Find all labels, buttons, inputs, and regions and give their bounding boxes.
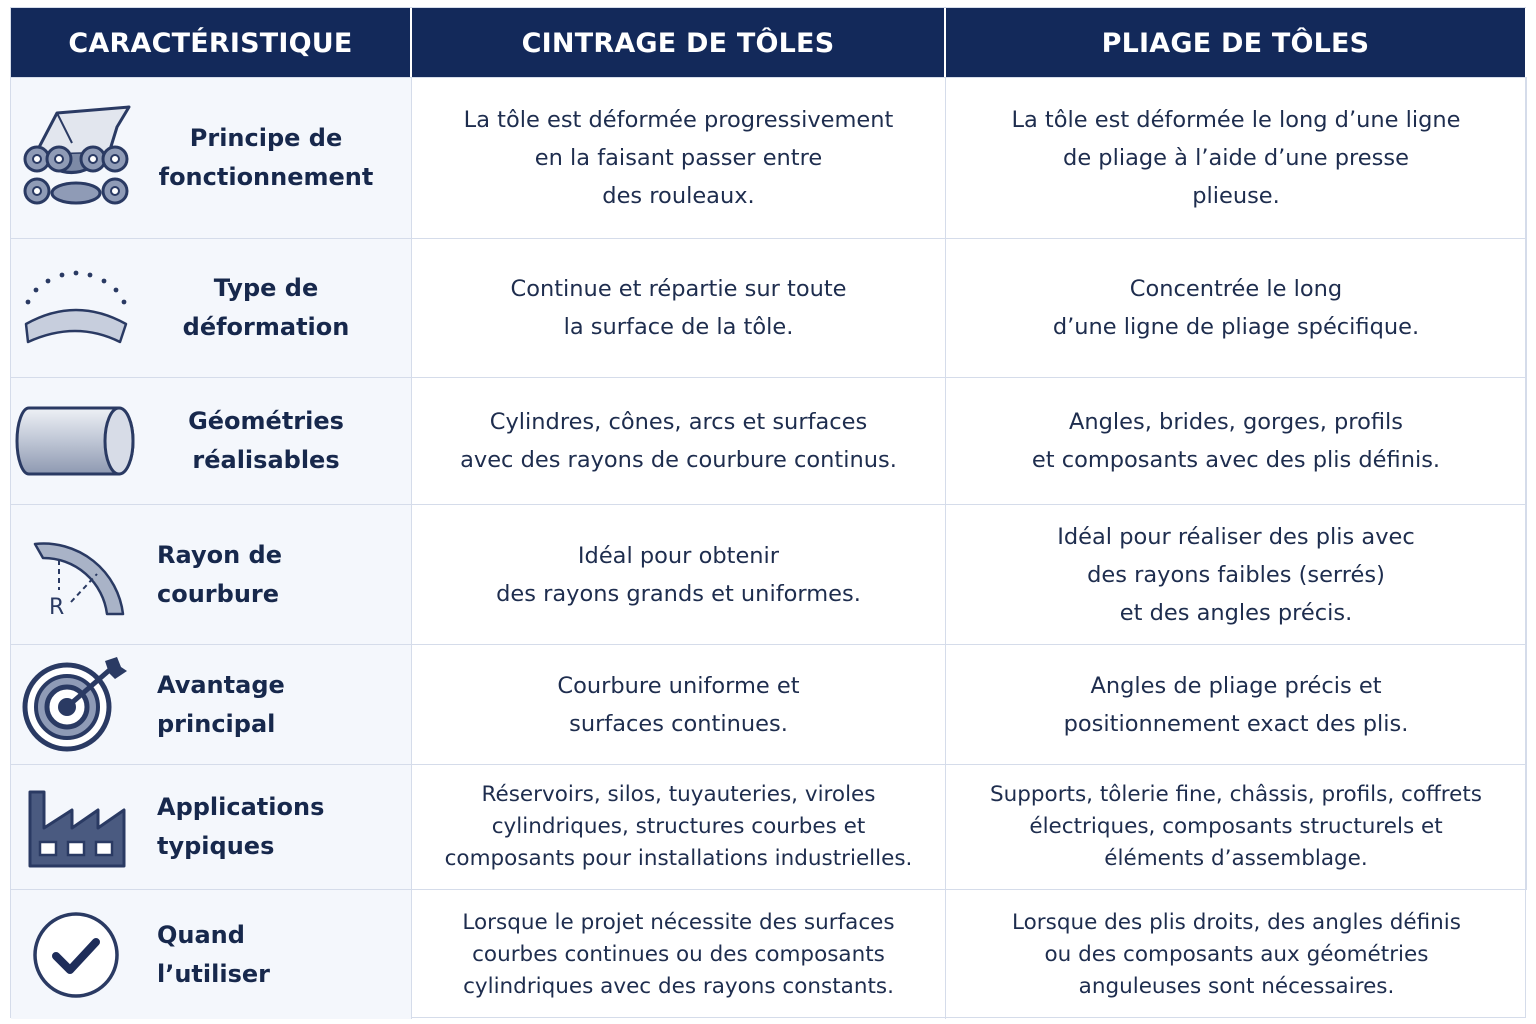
pliage-text: Concentrée le long d’une ligne de pliage spécifique. [1052, 276, 1420, 340]
cintrage-text: Courbure uniforme et surfaces continues. [557, 672, 800, 737]
cintrage-cell [412, 644, 946, 764]
radius-icon [11, 505, 141, 644]
header-cintrage: CINTRAGE DE TÔLES [412, 8, 946, 77]
cintrage-text: Cylindres, cônes, arcs et surfaces avec des rayons de courbure continus. [460, 409, 897, 473]
pliage-cell [946, 764, 1527, 889]
cintrage-cell [412, 238, 946, 377]
feature-label: Applications typiques [157, 793, 325, 860]
cintrage-text: Lorsque le projet nécessite des surfaces courbes continues ou des composants cylindriques avec des rayons constants. [462, 909, 895, 999]
cintrage-text: Idéal pour obtenir des rayons grands et uniformes. [496, 542, 861, 607]
cylinder-icon [11, 378, 141, 504]
cintrage-text: La tôle est déformée progressivement en la faisant passer entre des rouleaux. [463, 107, 894, 209]
header-pliage: PLIAGE DE TÔLES [946, 8, 1527, 77]
comparison-table [10, 7, 1526, 1018]
radius-label: R [49, 594, 65, 620]
header-caracteristique: CARACTÉRISTIQUE [11, 8, 412, 77]
feature-label: Type de déformation [182, 274, 350, 341]
pliage-text: Lorsque des plis droits, des angles définis ou des composants aux géométries anguleuses sont nécessaires. [1012, 909, 1461, 999]
pliage-cell [946, 644, 1527, 764]
cintrage-text: Continue et répartie sur toute la surface de la tôle. [510, 276, 847, 340]
pliage-cell [946, 377, 1527, 504]
pliage-cell [946, 238, 1527, 377]
feature-label: Quand l’utiliser [157, 920, 270, 988]
feature-cell-deformation [11, 238, 412, 377]
feature-cell-applications [11, 764, 412, 889]
pliage-text: Idéal pour réaliser des plis avec des rayons faibles (serrés) et des angles précis. [1057, 523, 1415, 626]
feature-label: Avantage principal [157, 670, 285, 738]
cintrage-cell [412, 504, 946, 644]
curved-plate-icon [11, 239, 141, 377]
cintrage-text: Réservoirs, silos, tuyauteries, viroles cylindriques, structures courbes et composants pour installations industrielles. [444, 782, 913, 871]
cintrage-cell [412, 377, 946, 504]
pliage-cell [946, 504, 1527, 644]
pliage-text: Angles de pliage précis et positionnement exact des plis. [1063, 672, 1409, 737]
cintrage-cell [412, 764, 946, 889]
pliage-text: La tôle est déformée le long d’une ligne de pliage à l’aide d’une presse plieuse. [1011, 107, 1461, 209]
pliage-cell [946, 77, 1527, 238]
cintrage-cell [412, 889, 946, 1019]
cintrage-cell [412, 77, 946, 238]
pliage-text: Supports, tôlerie fine, châssis, profils, coffrets électriques, composants structurels et éléments d’assemblage. [989, 782, 1483, 871]
checkmark-icon [11, 890, 141, 1019]
pliage-cell [946, 889, 1527, 1019]
feature-label: Géométries réalisables [188, 407, 344, 474]
pliage-text: Angles, brides, gorges, profils et composants avec des plis définis. [1031, 409, 1441, 473]
feature-cell-quand [11, 889, 412, 1019]
feature-cell-principe [11, 77, 412, 238]
feature-label: Rayon de courbure [157, 540, 282, 608]
feature-cell-rayon [11, 504, 412, 644]
feature-cell-avantage [11, 644, 412, 764]
feature-cell-geometries [11, 377, 412, 504]
factory-icon [11, 765, 141, 889]
target-icon [11, 645, 141, 764]
feature-label: Principe de fonctionnement [158, 124, 374, 191]
rollers-icon [11, 78, 141, 238]
